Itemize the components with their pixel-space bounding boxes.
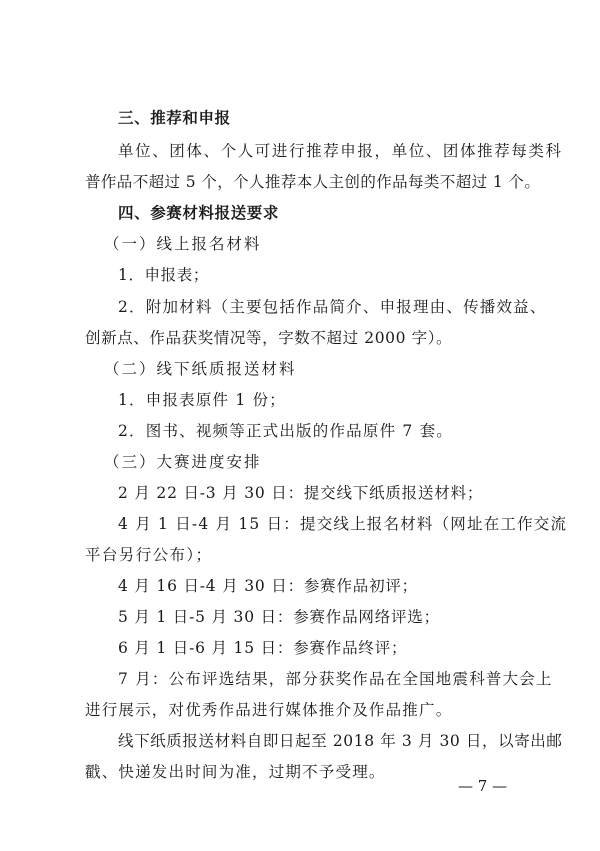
offline-item-2: 2．图书、视频等正式出版的作品原件 7 套。 bbox=[118, 422, 453, 440]
offline-item-1: 1．申报表原件 1 份； bbox=[118, 391, 286, 409]
online-item-2-line-2: 创新点、作品获奖情况等，字数不超过 2000 字）。 bbox=[85, 329, 453, 347]
schedule-item-6-line-2: 进行展示，对优秀作品进行媒体推介及作品推广。 bbox=[85, 701, 453, 719]
section-3-body-line-1: 单位、团体、个人可进行推荐申报，单位、团体推荐每类科 bbox=[118, 142, 563, 160]
schedule-item-2-line-2: 平台另行公布）； bbox=[85, 546, 213, 564]
schedule-title: （三）大赛进度安排 bbox=[104, 453, 262, 471]
deadline-line-1: 线下纸质报送材料自即日起至 2018 年 3 月 30 日，以寄出邮 bbox=[118, 732, 563, 750]
deadline-line-2: 戳、快递发出时间为准，过期不予受理。 bbox=[85, 763, 386, 781]
online-item-2-line-1: 2．附加材料（主要包括作品简介、申报理由、传播效益、 bbox=[118, 298, 547, 316]
schedule-item-2-line-1: 4 月 1 日-4 月 15 日：提交线上报名材料（网址在工作交流 bbox=[118, 515, 568, 533]
schedule-item-6-line-1: 7 月：公布评选结果，部分获奖作品在全国地震科普大会上 bbox=[118, 670, 553, 688]
schedule-item-3: 4 月 16 日-4 月 30 日：参赛作品初评； bbox=[118, 577, 418, 595]
section-3-heading: 三、推荐和申报 bbox=[118, 109, 231, 127]
online-materials-title: （一）线上报名材料 bbox=[104, 235, 262, 253]
schedule-item-5: 6 月 1 日-6 月 15 日：参赛作品终评； bbox=[118, 639, 408, 657]
schedule-item-4: 5 月 1 日-5 月 30 日：参赛作品网络评选； bbox=[118, 608, 440, 626]
section-3-body-line-2: 普作品不超过 5 个，个人推荐本人主创的作品每类不超过 1 个。 bbox=[85, 173, 541, 191]
section-4-heading: 四、参赛材料报送要求 bbox=[118, 204, 280, 222]
page-number: — 7 — bbox=[458, 777, 508, 795]
online-item-1: 1．申报表； bbox=[118, 266, 209, 284]
schedule-item-1: 2 月 22 日-3 月 30 日：提交线下纸质报送材料； bbox=[118, 484, 484, 502]
offline-materials-title: （二）线下纸质报送材料 bbox=[104, 360, 297, 378]
